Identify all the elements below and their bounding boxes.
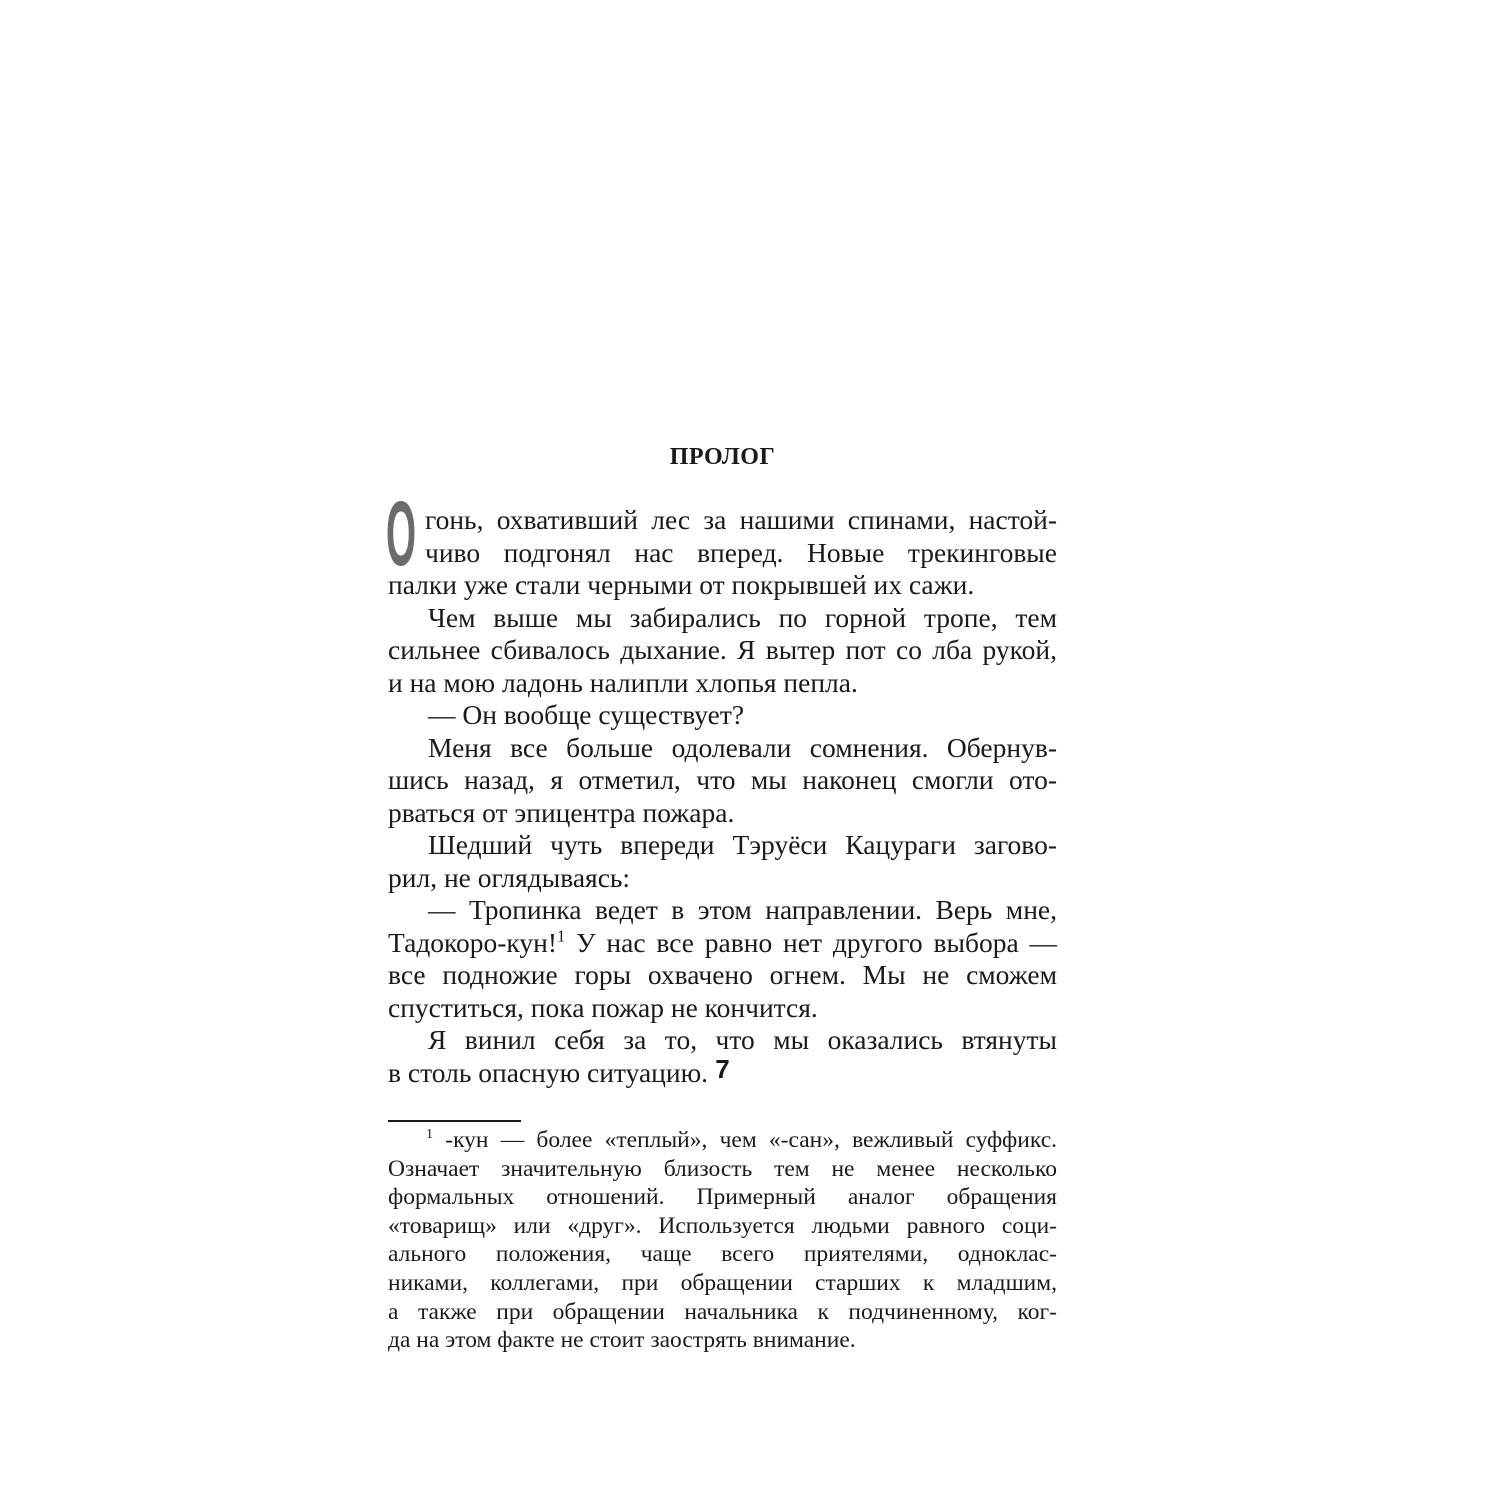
line-text: а также при обращении начальника к подчиненному, ког- (388, 1298, 1057, 1325)
text-line (388, 537, 1057, 570)
text-line (388, 797, 1057, 830)
footnote (388, 1126, 1057, 1355)
footnote-marker: 1 (426, 1125, 434, 1142)
text-line (388, 894, 1057, 927)
line-text: — Тропинка ведет в этом направлении. Верь мне, (428, 894, 1057, 925)
line-text: — Он вообще существует? (428, 699, 745, 730)
line-text: и на мою ладонь налипли хлопья пепла. (388, 666, 858, 698)
line-text: Означает значительную близость тем не менее несколько (388, 1155, 1057, 1182)
text-line (388, 992, 1057, 1025)
text-line (388, 829, 1057, 862)
text-line (388, 1298, 1057, 1327)
body-text (388, 504, 1057, 1089)
text-line (388, 1326, 1057, 1355)
text-line (388, 699, 1057, 732)
line-text: ального положения, чаще всего приятелями, одноклас- (388, 1241, 1057, 1268)
line-text: рваться от эпицентра пожара. (388, 796, 735, 828)
footnote-reference[interactable]: 1 (557, 925, 566, 945)
text-line (388, 1126, 1057, 1155)
text-line (388, 764, 1057, 797)
footnote-divider (388, 1120, 521, 1122)
text-line (388, 1269, 1057, 1298)
line-text: все подножие горы охвачено огнем. Мы не сможем (388, 959, 1057, 990)
line-text: У нас все равно нет другого выбора — (565, 926, 1057, 958)
text-line (388, 732, 1057, 765)
line-text: чиво подгонял нас вперед. Новые трекинговые (425, 536, 1057, 568)
line-text: «товарищ» или «друг». Используется людьми равного соци- (388, 1212, 1057, 1239)
line-text: Шедший чуть впереди Тэруёси Кацураги загово- (428, 829, 1057, 860)
text-line (388, 1183, 1057, 1212)
line-text: формальных отношений. Примерный аналог обращения (388, 1184, 1057, 1211)
line-text: палки уже стали черными от покрывшей их сажи. (388, 569, 975, 600)
line-text: Меня все больше одолевали сомнения. Обернув- (428, 731, 1057, 763)
line-text: никами, коллегами, при обращении старших к младшим, (388, 1269, 1057, 1296)
line-text: Тадокоро-кун! (388, 926, 558, 958)
line-text: в столь опасную ситуацию. (388, 1056, 709, 1088)
text-line (388, 1155, 1057, 1184)
text-line (388, 927, 1057, 960)
line-text: гонь, охвативший лес за нашими спинами, настой- (425, 504, 1057, 535)
text-line (388, 504, 1057, 537)
line-text: Я винил себя за то, что мы оказались втянуты (428, 1024, 1057, 1055)
text-line (388, 667, 1057, 700)
text-line (388, 634, 1057, 667)
text-line (388, 569, 1057, 602)
line-text: рил, не оглядываясь: (388, 861, 631, 893)
page-number: 7 (715, 1054, 730, 1084)
line-text: Чем выше мы забирались по горной тропе, тем (428, 601, 1057, 633)
text-line (388, 959, 1057, 992)
line-text: -кун — более «теплый», чем «-сан», вежливый суффикс. (433, 1127, 1057, 1153)
chapter-title: ПРОЛОГ (669, 444, 776, 470)
line-text: сильнее сбивалось дыхание. Я вытер пот со лба рукой, (388, 634, 1057, 665)
line-text: да на этом факте не стоит заострять внимание. (388, 1327, 856, 1354)
line-text: шись назад, я отметил, что мы наконец смогли ото- (388, 764, 1057, 795)
text-line (388, 1240, 1057, 1269)
text-line (388, 862, 1057, 895)
text-line (388, 602, 1057, 635)
text-line (388, 1212, 1057, 1241)
drop-cap-letter: О (386, 483, 417, 585)
line-text: спуститься, пока пожар не кончится. (388, 991, 818, 1023)
text-line (388, 1024, 1057, 1057)
